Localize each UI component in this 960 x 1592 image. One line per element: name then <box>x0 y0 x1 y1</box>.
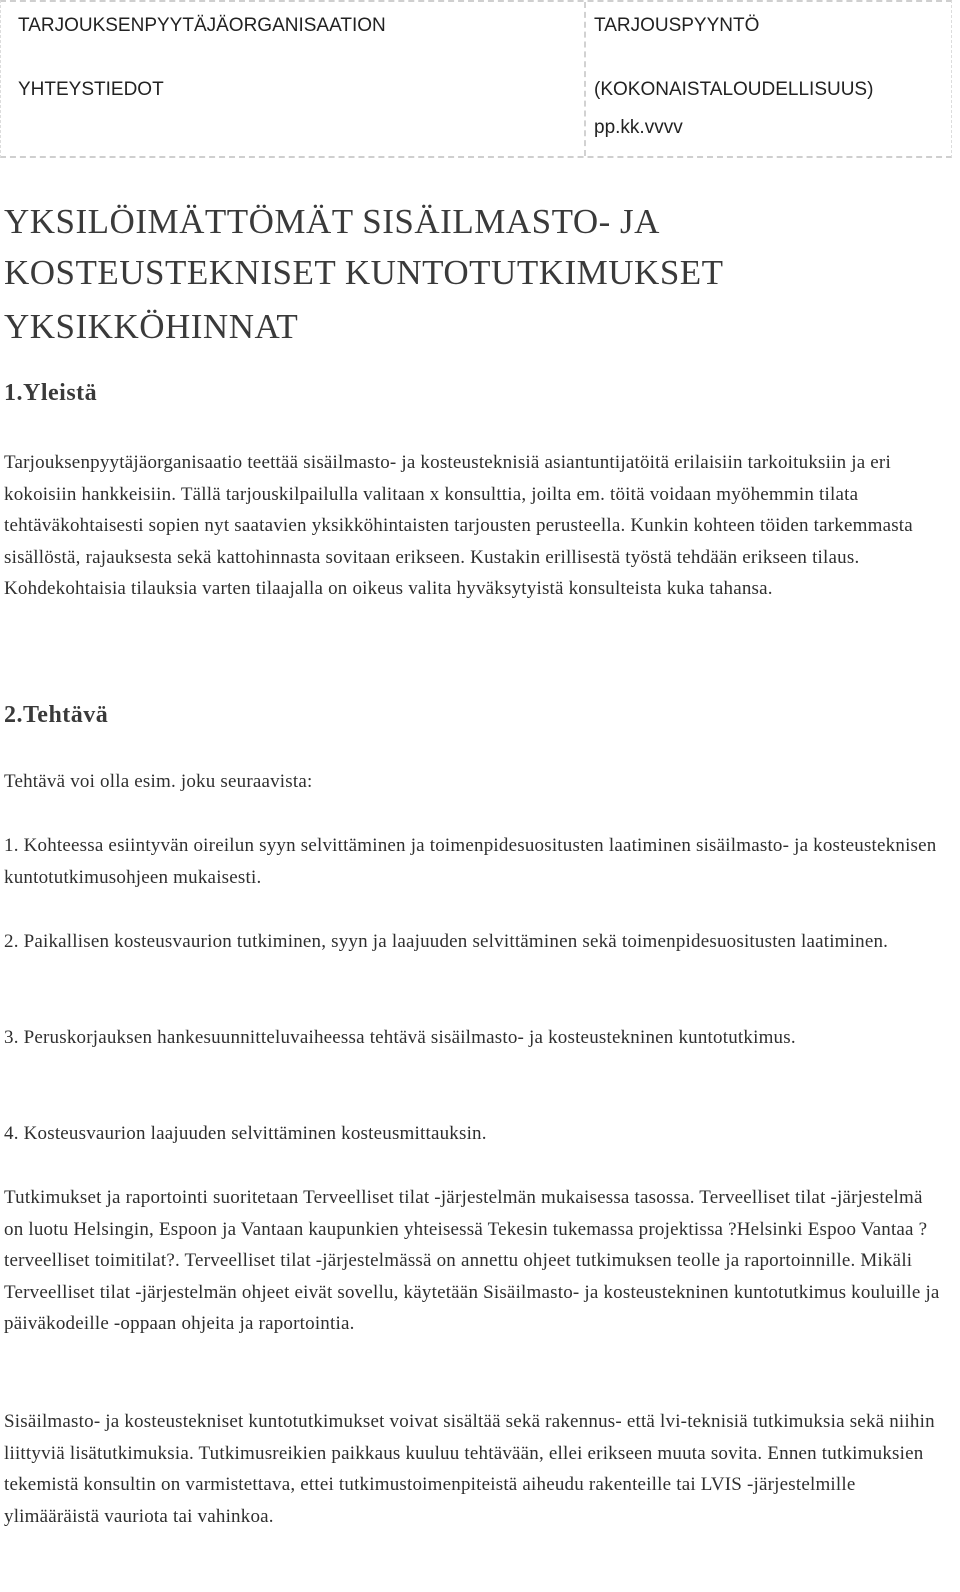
section-2-paragraph-1: Tutkimukset ja raportointi suoritetaan Terveelliset tilat -järjestelmän mukaisessa tasossa. Terveelliset tilat -järjestelmä on luotu Helsingin, Espoon ja Vantaan kaupunkien yhteisessä Tekesin tukemassa projektissa ?Helsinki Espoo Vantaa ?terveelliset toimitilat?. Terveelliset tilat -järjestelmässä on annettu ohjeet tutkimuksen teolle ja raportoinnille. Mikäli Terveelliset tilat -järjestelmän ohjeet eivät sovellu, käytetään Sisäilmasto- ja kosteustekninen kuntotutkimus kouluille ja päiväkodeille -oppaan ohjeita ja raportointia. <box>4 1187 940 1335</box>
org-contact-line2: YHTEYSTIEDOT <box>18 79 164 100</box>
section-2-intro: Tehtävä voi olla esim. joku seuraavista: <box>4 771 313 792</box>
header-divider <box>584 2 586 156</box>
doc-subtype: (KOKONAISTALOUDELLISUUS) <box>594 79 874 100</box>
task-item-1: 1. Kohteessa esiintyvän oireilun syyn selvittäminen ja toimenpidesuositusten laatiminen sisäilmasto- ja kosteusteknisen kuntotutkimusohjeen mukaisesti. <box>4 835 937 888</box>
section-2-paragraph-2: Sisäilmasto- ja kosteustekniset kuntotutkimukset voivat sisältää sekä rakennus- että lvi-teknisiä tutkimuksia sekä niihin liittyviä lisätutkimuksia. Tutkimusreikien paikkaus kuuluu tehtävään, ellei erikseen muuta sovita. Ennen tutkimuksien tekemistä konsultin on varmistettava, ettei tutkimustoimenpiteistä aiheudu rakenteille tai LVIS -järjestelmille ylimääräistä vauriota tai vahinkoa. <box>4 1411 935 1527</box>
document-subtitle: YKSIKKÖHINNAT <box>4 307 299 346</box>
section-1-text: Tarjouksenpyytäjäorganisaatio teettää sisäilmasto- ja kosteusteknisiä asiantuntijatöitä erilaisiin tarkoituksiin ja eri kokoisiin hankkeisiin. Tällä tarjouskilpailulla valitaan x konsulttia, joilta em. töitä voidaan myöhemmin tilata tehtäväkohtaisesti sopien nyt saatavien yksikköhintaisten tarjousten perusteella. Kunkin kohteen töiden tarkemmasta sisällöstä, rajauksesta sekä kattohinnasta sovitaan erikseen. Kustakin erillisestä työstä tehdään erikseen tilaus. Kohdekohtaisia tilauksia varten tilaajalla on oikeus valita hyväksytyistä konsulteista kuka tahansa. <box>4 452 913 600</box>
doc-type: TARJOUSPYYNTÖ <box>594 15 760 36</box>
task-item-3: 3. Peruskorjauksen hankesuunnitteluvaiheessa tehtävä sisäilmasto- ja kosteustekninen kuntotutkimus. <box>4 1027 796 1048</box>
section-heading-1: 1.Yleistä <box>4 380 98 406</box>
document-title: YKSILÖIMÄTTÖMÄT SISÄILMASTO- JA KOSTEUSTEKNISET KUNTOTUTKIMUKSET <box>4 202 724 292</box>
section-heading-2: 2.Tehtävä <box>4 702 109 728</box>
task-item-4: 4. Kosteusvaurion laajuuden selvittäminen kosteusmittauksin. <box>4 1123 487 1144</box>
task-item-2: 2. Paikallisen kosteusvaurion tutkiminen, syyn ja laajuuden selvittäminen sekä toimenpidesuositusten laatiminen. <box>4 931 889 952</box>
org-contact-line1: TARJOUKSENPYYTÄJÄORGANISAATION <box>18 15 386 36</box>
doc-date: pp.kk.vvvv <box>594 117 683 138</box>
